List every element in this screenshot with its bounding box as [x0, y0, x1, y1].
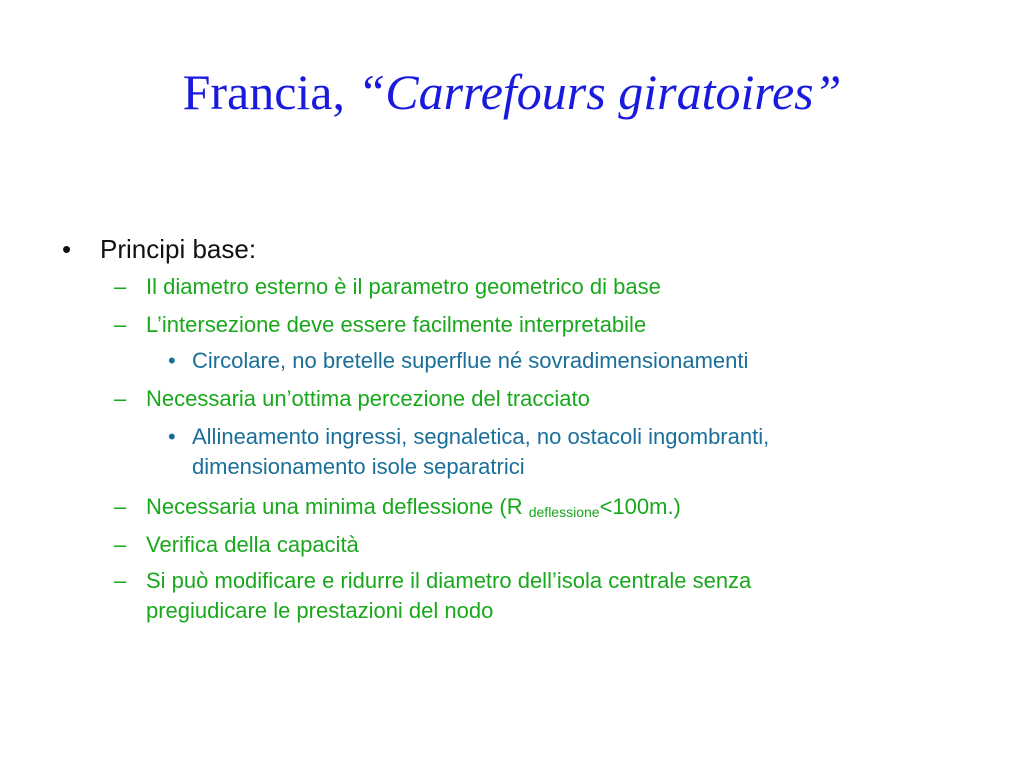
dash-marker: – — [114, 494, 127, 519]
bullet-marker: • — [62, 234, 72, 264]
dash-marker: – — [114, 532, 127, 557]
subsubbullet-text: Circolare, no bretelle superflue né sovradimensionamenti — [192, 348, 749, 373]
deflessione-text-after: <100m.) — [599, 494, 681, 519]
subsubbullet-text-line1: Allineamento ingressi, segnaletica, no ostacoli ingombranti, — [192, 424, 770, 449]
bullet-text: Principi base: — [100, 234, 257, 264]
subbullet-text-line1: Si può modificare e ridurre il diametro dell’isola centrale senza — [146, 568, 752, 593]
subsubbullet-text-line2: dimensionamento isole separatrici — [192, 454, 525, 479]
subbullet-text — [146, 492, 681, 527]
slide-title-italic: “Carrefours giratoires” — [357, 64, 842, 120]
deflessione-text-before: Necessaria una minima deflessione (R — [146, 494, 529, 519]
deflessione-subscript: deflessione — [528, 504, 600, 520]
dash-marker: – — [114, 386, 127, 411]
subbullet-text: Il diametro esterno è il parametro geometrico di base — [146, 274, 661, 299]
subbullet-text: Verifica della capacità — [146, 532, 359, 557]
subbullet-text-line2: pregiudicare le prestazioni del nodo — [146, 598, 494, 623]
bullet-marker: • — [168, 424, 176, 449]
dash-marker: – — [114, 568, 127, 593]
bullet-marker: • — [168, 348, 176, 373]
slide-title-plain: Francia, — [182, 64, 358, 120]
subbullet-text: L’intersezione deve essere facilmente interpretabile — [146, 312, 647, 337]
dash-marker: – — [114, 312, 127, 337]
subbullet-text: Necessaria un’ottima percezione del tracciato — [146, 386, 590, 411]
dash-marker: – — [114, 274, 127, 299]
